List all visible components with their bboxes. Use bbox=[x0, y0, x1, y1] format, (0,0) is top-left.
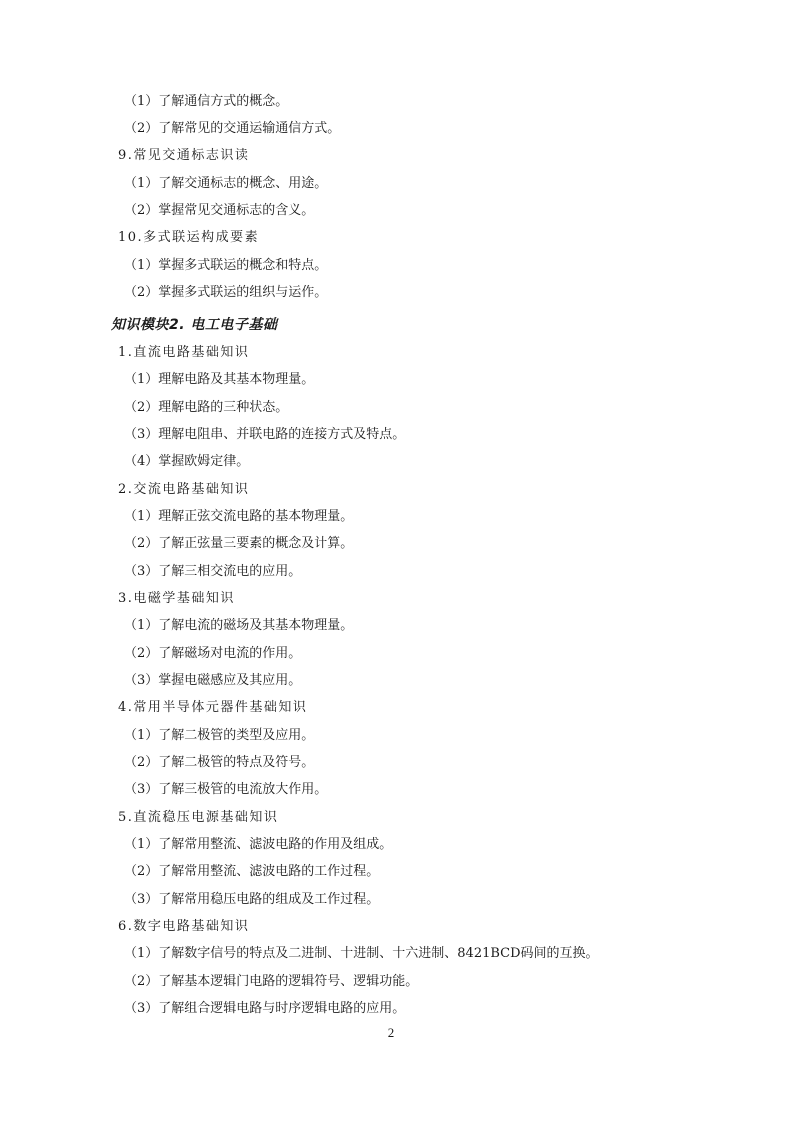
list-item: （2）了解二极管的特点及符号。 bbox=[124, 755, 315, 770]
list-item: （3）了解三相交流电的应用。 bbox=[124, 564, 302, 579]
section-heading: 6.数字电路基础知识 bbox=[118, 919, 250, 934]
section-heading: 1.直流电路基础知识 bbox=[118, 345, 250, 360]
list-item: （4）掌握欧姆定律。 bbox=[124, 454, 250, 469]
list-item: （2）掌握常见交通标志的含义。 bbox=[124, 203, 315, 218]
section-heading: 2.交流电路基础知识 bbox=[118, 482, 250, 497]
list-item: （1）了解通信方式的概念。 bbox=[124, 94, 289, 109]
section-heading: 9.常见交通标志识读 bbox=[118, 148, 250, 163]
section-heading: 3.电磁学基础知识 bbox=[118, 591, 235, 606]
list-item: （1）了解交通标志的概念、用途。 bbox=[124, 176, 328, 191]
list-item: （2）了解常见的交通运输通信方式。 bbox=[124, 121, 341, 136]
list-item: （1）了解常用整流、滤波电路的作用及组成。 bbox=[124, 837, 393, 852]
list-item: （1）理解正弦交流电路的基本物理量。 bbox=[124, 509, 354, 524]
list-item: （1）了解数字信号的特点及二进制、十进制、十六进制、8421BCD码间的互换。 bbox=[124, 946, 599, 961]
list-item: （2）理解电路的三种状态。 bbox=[124, 400, 289, 415]
section-heading: 10.多式联运构成要素 bbox=[118, 230, 260, 245]
list-item: （2）了解常用整流、滤波电路的工作过程。 bbox=[124, 864, 380, 879]
list-item: （3）了解组合逻辑电路与时序逻辑电路的应用。 bbox=[124, 1001, 406, 1016]
section-heading: 4.常用半导体元器件基础知识 bbox=[118, 700, 308, 715]
list-item: （3）掌握电磁感应及其应用。 bbox=[124, 673, 302, 688]
page-number: 2 bbox=[387, 1025, 395, 1040]
section-heading: 5.直流稳压电源基础知识 bbox=[118, 810, 279, 825]
list-item: （1）理解电路及其基本物理量。 bbox=[124, 372, 315, 387]
list-item: （1）了解二极管的类型及应用。 bbox=[124, 728, 315, 743]
list-item: （3）了解三极管的电流放大作用。 bbox=[124, 782, 328, 797]
list-item: （1）了解电流的磁场及其基本物理量。 bbox=[124, 618, 354, 633]
list-item: （2）掌握多式联运的组织与运作。 bbox=[124, 285, 328, 300]
list-item: （2）了解磁场对电流的作用。 bbox=[124, 646, 302, 661]
list-item: （3）了解常用稳压电路的组成及工作过程。 bbox=[124, 892, 380, 907]
module-heading: 知识模块2. 电工电子基础 bbox=[111, 317, 278, 333]
list-item: （2）了解正弦量三要素的概念及计算。 bbox=[124, 536, 354, 551]
list-item: （3）理解电阻串、并联电路的连接方式及特点。 bbox=[124, 427, 406, 442]
list-item: （2）了解基本逻辑门电路的逻辑符号、逻辑功能。 bbox=[124, 974, 419, 989]
list-item: （1）掌握多式联运的概念和特点。 bbox=[124, 258, 328, 273]
